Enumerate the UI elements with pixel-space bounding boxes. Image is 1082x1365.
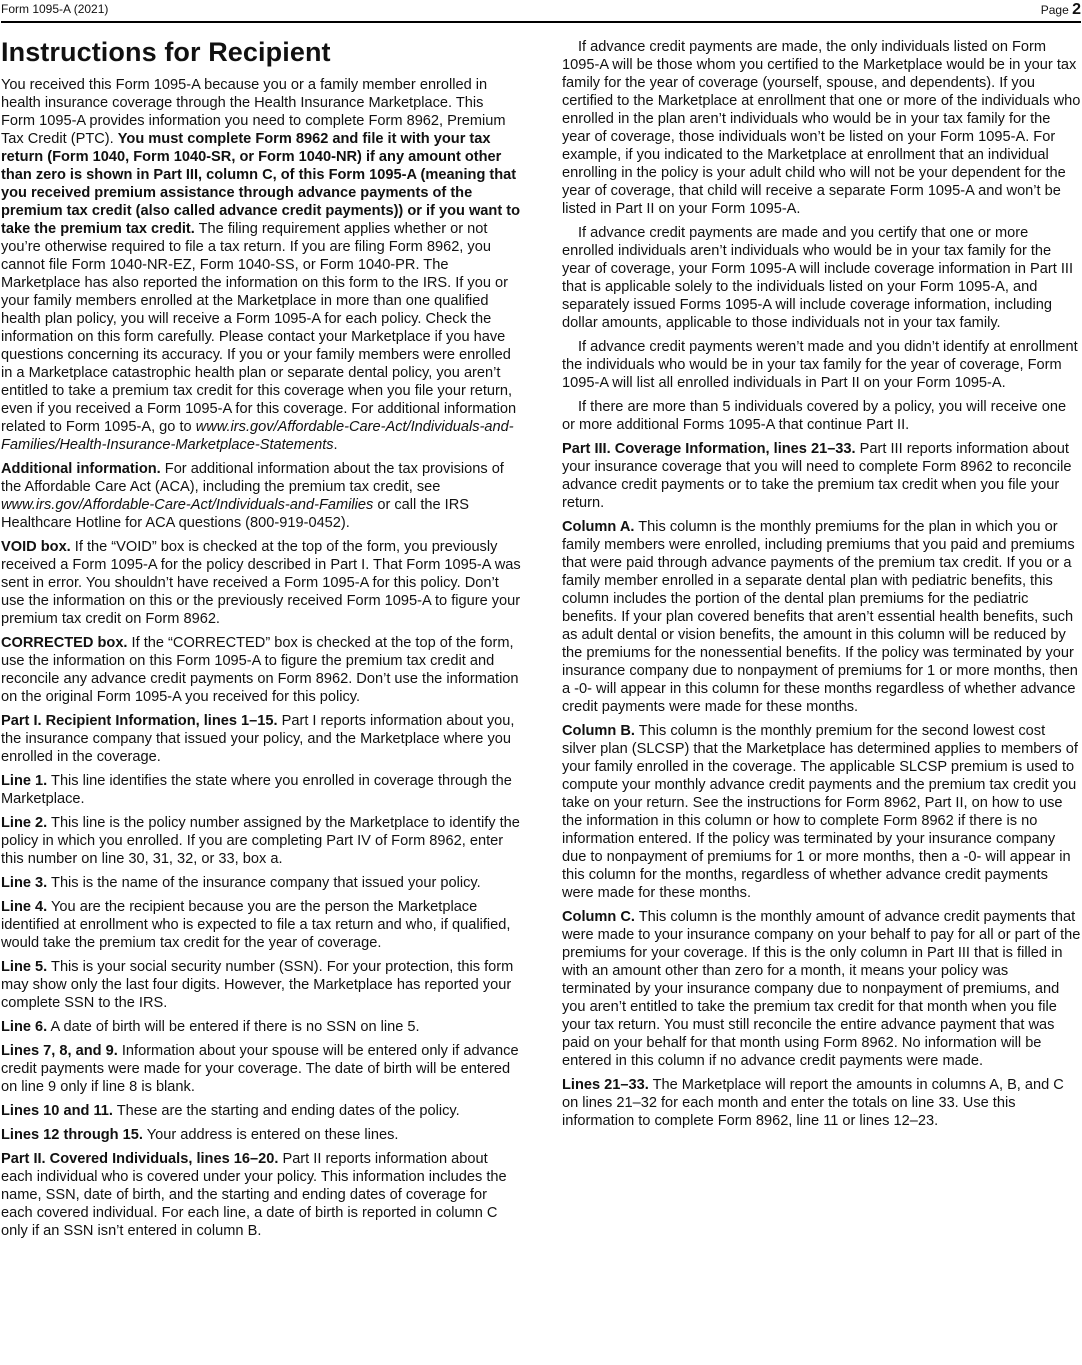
additional-info-heading: Additional information. bbox=[1, 461, 161, 477]
line5-text: This is your social security number (SSN). For your protection, this form may show only the last four digits. However, the Marketplace has reported your complete SSN to the IRS. bbox=[1, 959, 514, 1011]
line3-paragraph bbox=[1, 874, 521, 892]
part1-text: Part I reports information about you, the insurance company that issued your policy, and the Marketplace where you enrolled in the coverage. bbox=[1, 713, 515, 765]
part3-heading: Part III. Coverage Information, lines 21–33. bbox=[562, 441, 856, 457]
lines-12-15-heading: Lines 12 through 15. bbox=[1, 1127, 143, 1143]
column-a-text: This column is the monthly premiums for the plan in which you or family members were enrolled, including premiums that you paid and premiums that were paid through advance payments of the premium tax credit. If you or a family member enrolled in a separate dental plan with pediatric benefits, this column includes the portion of the dental plan premiums for the pediatric benefits. If your plan covered benefits that aren’t essential health benefits, such as adult dental or vision benefits, the amount in this column will be reduced by the premiums for the nonessential benefits. If the policy was terminated by your insurance company due to nonpayment of premiums for 1 or more months, then a -0- will appear in this column for these months regardless of whether advance credit payments were made for these months. bbox=[562, 519, 1078, 715]
intro-paragraph bbox=[1, 76, 521, 454]
part2-heading: Part II. Covered Individuals, lines 16–20. bbox=[1, 1151, 279, 1167]
line3-heading: Line 3. bbox=[1, 875, 48, 891]
line5-paragraph bbox=[1, 958, 521, 1012]
page-label: Page bbox=[1040, 3, 1069, 17]
lines-7-9-text: Information about your spouse will be entered only if advance credit payments were made for your coverage. The date of birth will be entered on line 9 only if line 8 is blank. bbox=[1, 1043, 519, 1095]
additional-info-text: For additional information about the tax provisions of the Affordable Care Act (ACA), including the premium tax credit, see bbox=[1, 461, 504, 495]
lines-12-15-text: Your address is entered on these lines. bbox=[142, 1127, 399, 1143]
aca-individuals-url: www.irs.gov/Affordable-Care-Act/Individuals-and-Families bbox=[1, 497, 374, 513]
line1-heading: Line 1. bbox=[1, 773, 48, 789]
line6-text: A date of birth will be entered if there is no SSN on line 5. bbox=[47, 1019, 420, 1035]
certify-paragraph: If advance credit payments are made and you certify that one or more enrolled individuals aren’t individuals who would be in your tax family for the year of coverage, your Form 1095-A will include coverage information in Part III that is applicable solely to the individuals listed on your Form 1095-A, and separately issued Forms 1095-A will include coverage information, including dollar amounts, applicable to those individuals not in your tax family. bbox=[562, 225, 1074, 331]
column-c-paragraph bbox=[562, 908, 1081, 1070]
column-b-text: This column is the monthly premium for the second lowest cost silver plan (SLCSP) that the Marketplace has determined applies to members of your family enrolled in the coverage. The applicable SLCSP premium is used to compute your monthly advance credit payments and the premium tax credit you take on your return. See the instructions for Form 8962, Part II, on how to use the information in this column or how to complete Form 8962 if there is no information entered. If the policy was terminated by your insurance company due to nonpayment of premiums for 1 or more months, then a -0- will appear in this column for the months, regardless of whether advance credit payments were made for these months. bbox=[562, 723, 1078, 901]
left-column bbox=[1, 36, 521, 1246]
part1-heading: Part I. Recipient Information, lines 1–15. bbox=[1, 713, 278, 729]
line2-paragraph bbox=[1, 814, 521, 868]
line4-text: You are the recipient because you are the person the Marketplace identified at enrollment who is expected to file a tax return and who, if qualified, would take the premium tax credit for the year of coverage. bbox=[1, 899, 511, 951]
part2-text: Part II reports information about each individual who is covered under your policy. This information includes the name, SSN, date of birth, and the starting and ending dates of coverage for each covered individual. For each line, a date of birth is reported in column C only if an SSN isn’t entered in column B. bbox=[1, 1151, 507, 1239]
form-id: Form 1095-A (2021) bbox=[1, 2, 109, 16]
page-title: Instructions for Recipient bbox=[1, 37, 331, 67]
part2-paragraph bbox=[1, 1150, 521, 1240]
void-box-heading: VOID box. bbox=[1, 539, 71, 555]
no-advance-payments-paragraph: If advance credit payments weren’t made and you didn’t identify at enrollment the individuals who would be in your tax family for the year of coverage, Form 1095-A will list all enrolled individuals in Part II on your Form 1095-A. bbox=[562, 339, 1078, 391]
lines-12-15-paragraph bbox=[1, 1126, 521, 1144]
corrected-box-text: If the “CORRECTED” box is checked at the top of the form, use the information on this Form 1095-A to figure the premium tax credit and reconcile any advance credit payments on Form 8962. Don’t use the information on the original Form 1095-A you received for this policy. bbox=[1, 635, 519, 705]
column-a-paragraph bbox=[562, 518, 1081, 716]
line2-heading: Line 2. bbox=[1, 815, 48, 831]
line5-heading: Line 5. bbox=[1, 959, 48, 975]
lines-7-9-heading: Lines 7, 8, and 9. bbox=[1, 1043, 118, 1059]
line1-paragraph bbox=[1, 772, 521, 808]
void-box-text: If the “VOID” box is checked at the top of the form, you previously received a Form 1095-A for the policy described in Part I. That Form 1095-A was sent in error. You shouldn’t have received a Form 1095-A for this policy. Don’t use the information on this or the previously received Form 1095-A to figure your premium tax credit on Form 8962. bbox=[1, 539, 521, 627]
column-c-heading: Column C. bbox=[562, 909, 635, 925]
page-indicator bbox=[1041, 1, 1081, 19]
intro-end: . bbox=[333, 437, 338, 453]
column-b-heading: Column B. bbox=[562, 723, 635, 739]
line4-paragraph bbox=[1, 898, 521, 952]
corrected-box-heading: CORRECTED box. bbox=[1, 635, 128, 651]
line3-text: This is the name of the insurance company that issued your policy. bbox=[47, 875, 481, 891]
part1-paragraph bbox=[1, 712, 521, 766]
void-box-paragraph bbox=[1, 538, 521, 628]
page-number: 2 bbox=[1072, 1, 1081, 18]
lines-7-9-paragraph bbox=[1, 1042, 521, 1096]
line6-heading: Line 6. bbox=[1, 1019, 48, 1035]
column-b-paragraph bbox=[562, 722, 1081, 902]
part3-text: Part III reports information about your insurance coverage that you will need to complete Form 8962 to reconcile advance credit payments or to take the premium tax credit when you file your return. bbox=[562, 441, 1072, 511]
lines-21-33-paragraph bbox=[562, 1076, 1081, 1130]
part3-paragraph bbox=[562, 440, 1081, 512]
right-column bbox=[562, 38, 1081, 1136]
additional-info-text-continued: or call the IRS Healthcare Hotline for ACA questions (800-919-0452). bbox=[1, 497, 469, 531]
intro-bold-text: You must complete Form 8962 and file it with your tax return (Form 1040, Form 1040-SR, or Form 1040-NR) if any amount other than zero is shown in Part III, column C, of this Form 1095-A (meaning that you received premium assistance through advance payments of the premium tax credit (also called advance credit payments)) or if you want to take the premium tax credit. bbox=[1, 131, 521, 237]
marketplace-statements-url: www.irs.gov/Affordable-Care-Act/Individuals-and-Families/Health-Insurance-Marketplace-Statements bbox=[1, 419, 514, 453]
corrected-box-paragraph bbox=[1, 634, 521, 706]
lines-21-33-heading: Lines 21–33. bbox=[562, 1077, 649, 1093]
line2-text: This line is the policy number assigned by the Marketplace to identify the policy in which you enrolled. If you are completing Part IV of Form 8962, enter this number on line 30, 31, 32, or 33, box a. bbox=[1, 815, 520, 867]
line1-text: This line identifies the state where you enrolled in coverage through the Marketplace. bbox=[1, 773, 512, 807]
page-header bbox=[1, 0, 1081, 23]
additional-info-paragraph bbox=[1, 460, 521, 532]
lines-21-33-text: The Marketplace will report the amounts in columns A, B, and C on lines 21–32 for each month and enter the totals on line 33. Use this information to complete Form 8962, line 11 or lines 12–23. bbox=[562, 1077, 1064, 1129]
more-than-5-paragraph: If there are more than 5 individuals covered by a policy, you will receive one or more additional Forms 1095-A that continue Part II. bbox=[562, 399, 1067, 433]
lines-10-11-heading: Lines 10 and 11. bbox=[1, 1103, 113, 1119]
tax-family-paragraph: If advance credit payments are made, the only individuals listed on Form 1095-A will be those whom you certified to the Marketplace would be in your tax family for the year of coverage (yourself, spouse, and dependents). If you certified to the Marketplace at enrollment that one or more of the individuals who enrolled in the plan aren’t individuals who would be in your tax family for the year of coverage, those individuals won’t be listed on your Form 1095-A. For example, if you indicated to the Marketplace at enrollment that an individual enrolling in the policy is your adult child who will not be your dependent for the year of coverage, that child will receive a separate Form 1095-A and won’t be listed in Part II on your Form 1095-A. bbox=[562, 39, 1081, 217]
line4-heading: Line 4. bbox=[1, 899, 48, 915]
column-c-text: This column is the monthly amount of advance credit payments that were made to your insurance company on your behalf to pay for all or part of the premiums for your coverage. If this is the only column in Part III that is filled in with an amount other than zero for a month, it means your policy was terminated by your insurance company due to nonpayment of premiums, and you aren’t entitled to take the premium tax credit for that month when you file your tax return. You must still reconcile the entire advance payment that was paid on your behalf for that month using Form 8962. No information will be entered in this column if no advance credit payments were made. bbox=[562, 909, 1081, 1069]
lines-10-11-paragraph bbox=[1, 1102, 521, 1120]
column-a-heading: Column A. bbox=[562, 519, 635, 535]
lines-10-11-text: These are the starting and ending dates of the policy. bbox=[112, 1103, 460, 1119]
intro-text-continued: The filing requirement applies whether or not you’re otherwise required to file a tax return. If you are filing Form 8962, you cannot file Form 1040-NR-EZ, Form 1040-SS, or Form 1040-PR. The Marketplace has also reported the information on this form to the IRS. If you or your family members enrolled at the Marketplace in more than one qualified health plan policy, you will receive a Form 1095-A for each policy. Check the information on this form carefully. Please contact your Marketplace if you have questions concerning its accuracy. If you or your family members were enrolled in a Marketplace catastrophic health plan or separate dental policy, you aren’t entitled to take a premium tax credit for this coverage when you file your return, even if you received a Form 1095-A for this coverage. For additional information related to Form 1095-A, go to bbox=[1, 221, 517, 435]
intro-text: You received this Form 1095-A because you or a family member enrolled in health insurance coverage through the Health Insurance Marketplace. This Form 1095-A provides information you need to complete Form 8962, Premium Tax Credit (PTC). bbox=[1, 77, 506, 147]
line6-paragraph bbox=[1, 1018, 521, 1036]
